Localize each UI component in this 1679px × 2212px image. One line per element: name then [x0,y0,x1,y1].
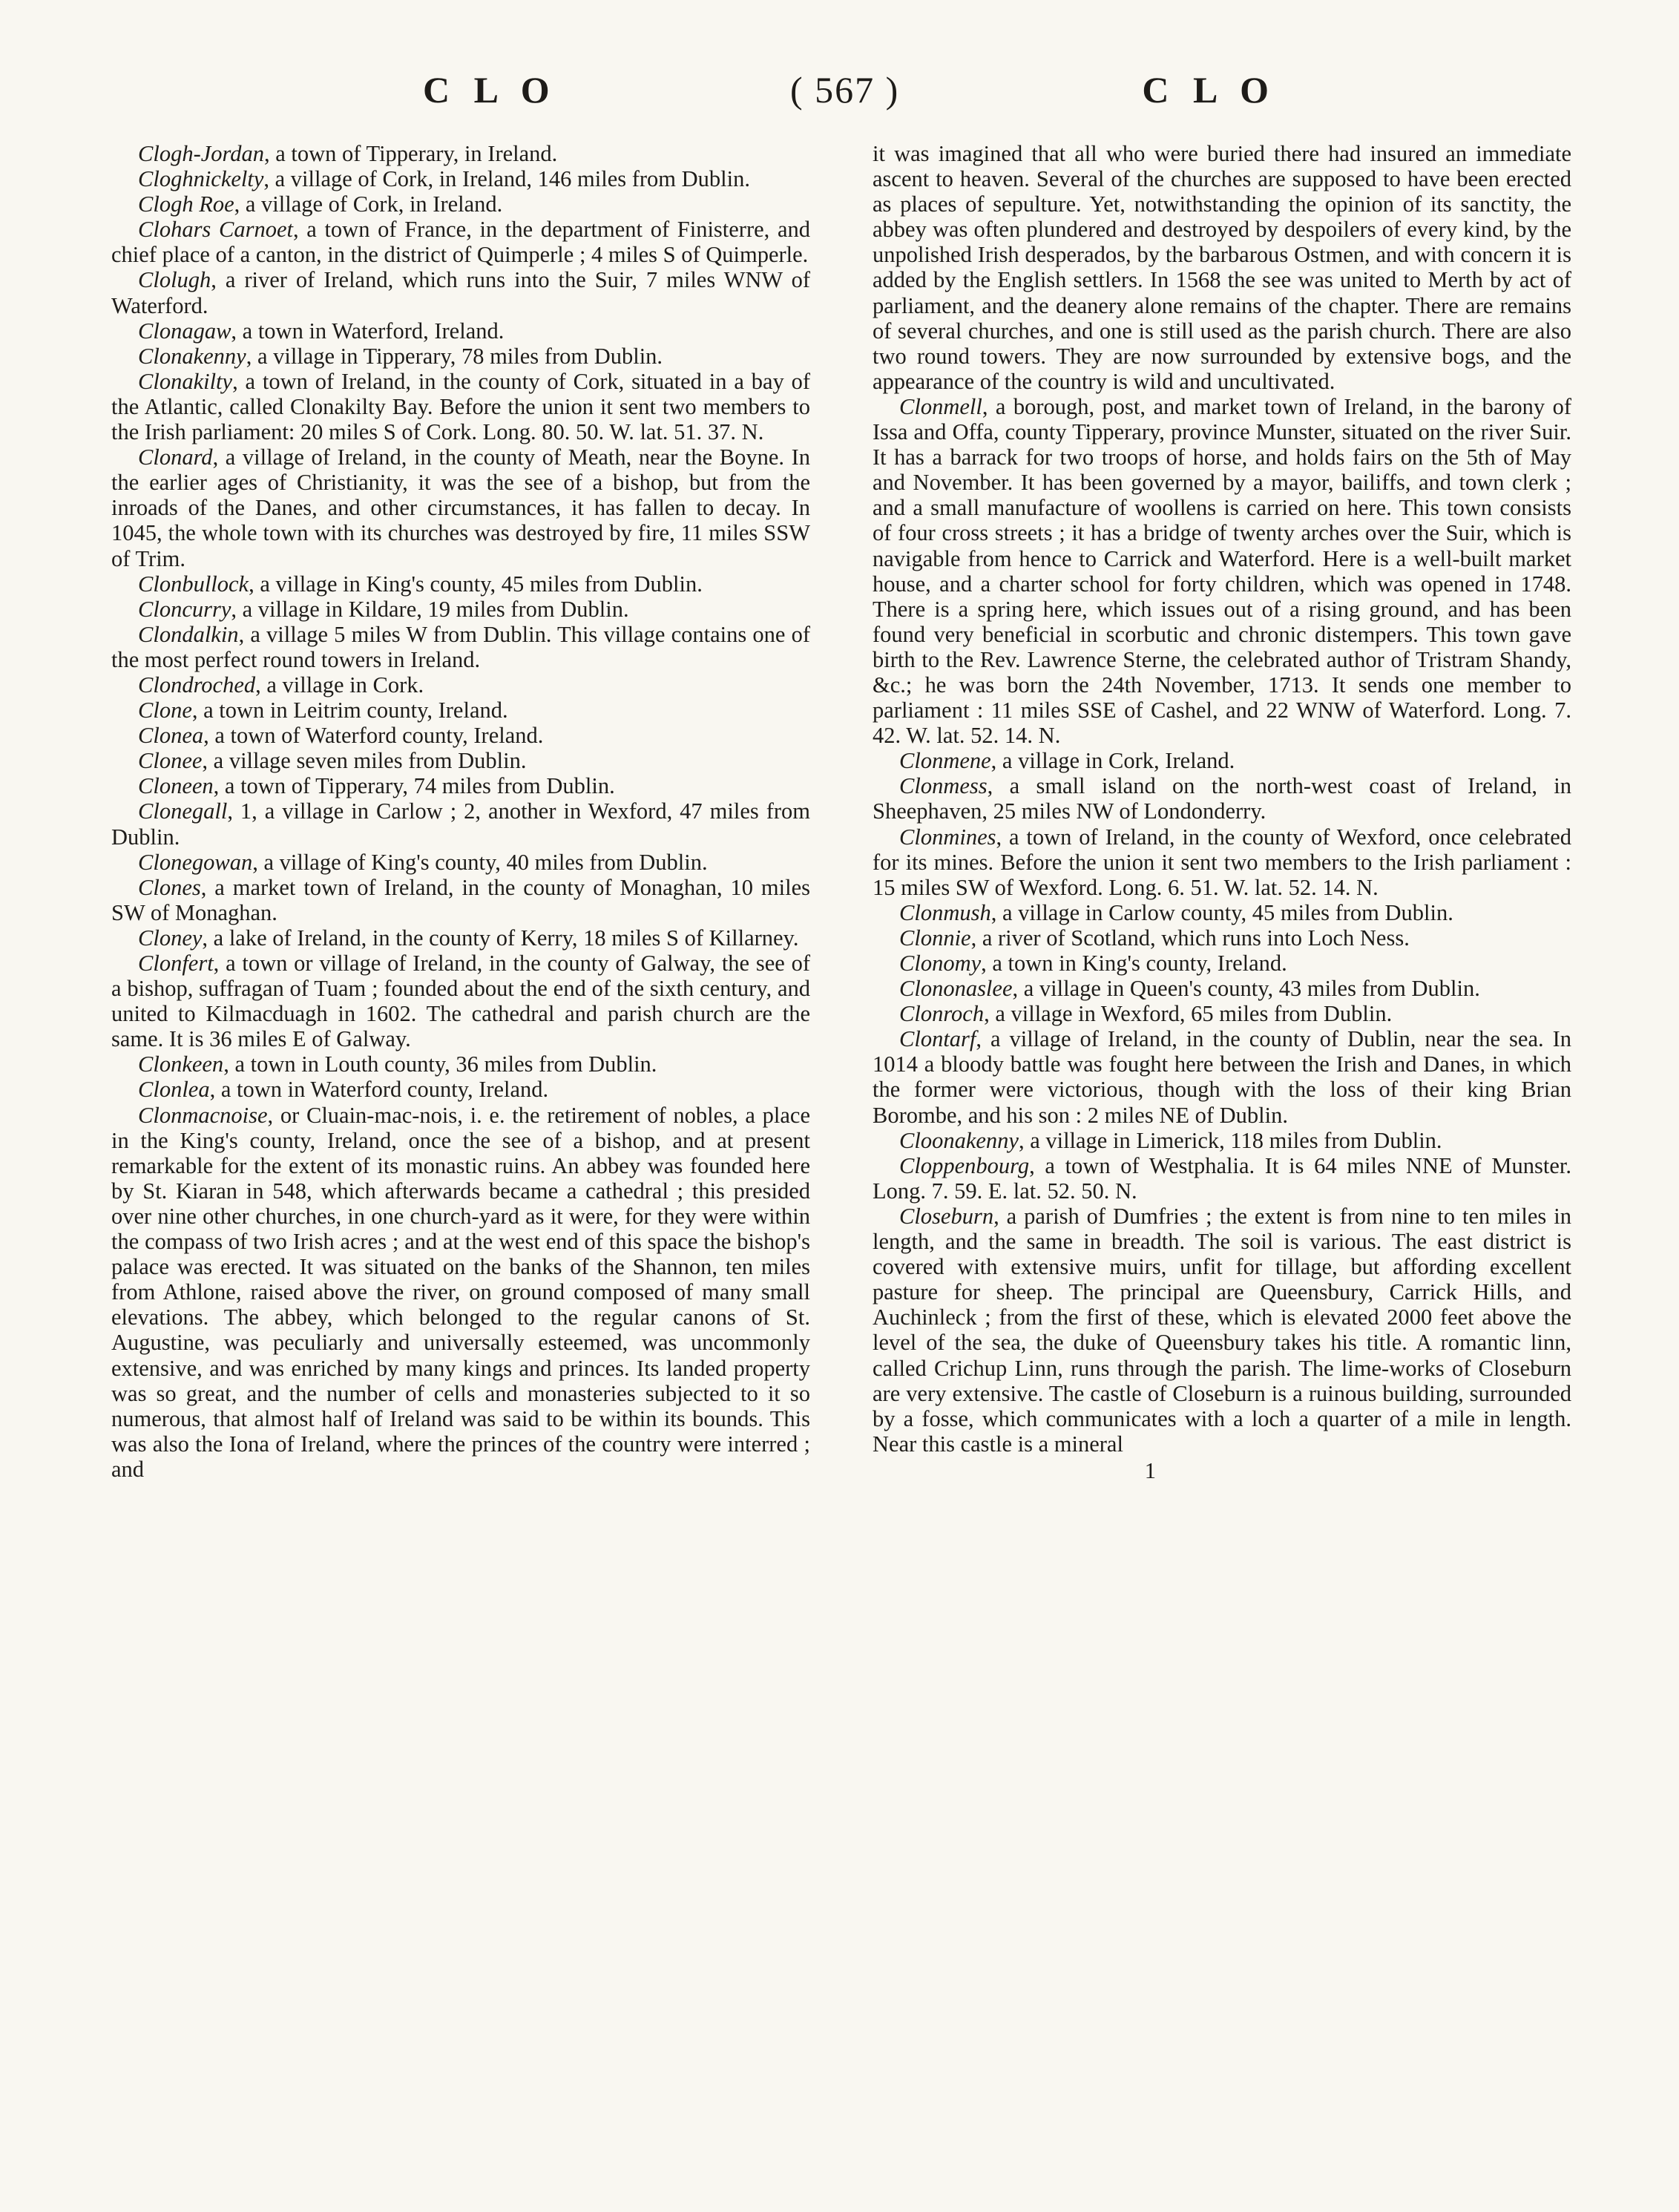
entry-headword: Clones [138,874,201,900]
entry-headword: Clonroch [899,1001,985,1027]
entry-headword: Clonmell [899,393,982,419]
entry-headword: Clogh Roe [138,191,234,217]
gazetteer-entry [111,571,810,597]
entry-headword: Clonegall [138,798,228,824]
signature-mark: 1 [1144,1457,1156,1483]
entry-headword: Clonomy [899,951,982,976]
running-head-left: C L O [423,69,557,111]
entry-headword: Cloncurry [138,596,231,622]
entry-text: , a parish of Dumfries ; the extent is from nine to ten miles in length, and the same in breadth. The soil is various. The east district is covered with extensive muirs, unfit for tillage, but affording excellent pasture for sheep. The principal are Queensbury, Carrick Hills, and Auchinleck ; from the first of these, which is elevated 2000 feet above the level of the sea, the duke of Queensbury takes his title. A romantic linn, called Crichup Linn, runs through the parish. The lime-works of Closeburn are very extensive. The castle of Closeburn is a ruinous building, surrounded by a fosse, which communicates with a loch a quarter of a mile in length. Near this castle is a mineral [873,1203,1571,1457]
entry-headword: Cloneen [138,773,214,799]
entry-text: , a town in Waterford county, Ireland. [209,1077,549,1103]
entry-headword: Closeburn [899,1203,994,1229]
page-number: ( 567 ) [790,69,900,111]
entry-headword: Clonagaw [138,318,231,344]
gazetteer-entry [873,1026,1571,1127]
entry-text: , a town of Tipperary, 74 miles from Dublin. [213,773,615,799]
gazetteer-entry [873,1153,1571,1204]
entry-text: , a village in Tipperary, 78 miles from Dublin. [246,343,663,369]
gazetteer-entry [111,1077,810,1102]
entry-headword: Clonmene [899,748,991,774]
entry-headword: Clonee [138,748,203,774]
entry-text: , a village of Cork, in Ireland. [234,191,503,217]
entry-text: , a village of Ireland, in the county of Meath, near the Boyne. In the earlier ages of Christianity, it was the see of a bishop, but from the inroads of the Danes, and other circumstances, it has fallen to decay. In 1045, the whole town with its churches was destroyed by fire, 11 miles SSW of Trim. [111,444,810,571]
gazetteer-entry [111,141,810,166]
entry-headword: Clonmacnoise [138,1102,268,1128]
entry-headword: Clonmess [899,773,988,799]
entry-headword: Clonkeen [138,1051,224,1077]
entry-text: , a town or village of Ireland, in the county of Galway, the see of a bishop, suffragan of Tuam ; founded about the end of the sixth century, and united to Kilmacduagh in 1602. The cathedral and parish church are the same. It is 36 miles E of Galway. [111,951,810,1052]
entry-text: , a town in Leitrim county, Ireland. [191,698,508,723]
entry-text: , a village in Wexford, 65 miles from Dublin. [984,1001,1393,1027]
entry-headword: Clohars Carnoet [138,217,293,243]
gazetteer-entry [111,344,810,369]
entry-text: , a town of Waterford county, Ireland. [203,723,544,749]
entry-text: , a town of Tipperary, in Ireland. [264,141,558,166]
gazetteer-entry [873,1001,1571,1026]
entry-headword: Clogh-Jordan [138,141,264,166]
entry-text: , a town in King's county, Ireland. [981,951,1287,976]
entry-text: , a village in Carlow county, 45 miles from Dublin. [990,899,1453,925]
entry-headword: Cloonakenny [899,1127,1019,1153]
entry-headword: Cloghnickelty [138,166,264,192]
entry-text: , a village in Cork. [255,672,424,698]
gazetteer-entry [873,976,1571,1001]
entry-text: , a borough, post, and market town of Ireland, in the barony of Issa and Offa, county Tipperary, province Munster, situated on the river Suir. It has a barrack for two troops of horse, and holds fairs on the 5th of May and November. It has been governed by a mayor, bailiffs, and town clerk ; and a small manufacture of woollens is carried on here. This town consists of four cross streets ; it has a bridge of twenty arches over the Suir, which is navigable from hence to Carrick and Waterford. Here is a well-built market house, and a charter school for forty children, which was opened in 1748. There is a spring here, which issues out of a rising ground, and has been found very beneficial in scorbutic and chronic distempers. This town gave birth to the Rev. Lawrence Sterne, the celebrated author of Tristram Shandy, &c.; he was born the 24th November, 1713. It sends one member to parliament : 11 miles SSE of Cashel, and 22 WNW of Waterford. Long. 7. 42. W. lat. 52. 14. N. [873,393,1571,749]
entry-text: , a lake of Ireland, in the county of Kerry, 18 miles S of Killarney. [202,925,799,951]
gazetteer-entry [873,951,1571,976]
gazetteer-entry [873,900,1571,925]
gazetteer-entry [111,166,810,191]
entry-headword: Clonard [138,444,213,470]
entry-headword: Clononaslee [899,976,1013,1002]
entry-headword: Clondalkin [138,621,239,647]
entry-text: , a town in Louth county, 36 miles from Dublin. [223,1051,657,1077]
entry-headword: Clonbullock [138,571,249,597]
entry-text: , a town of Ireland, in the county of Cork, situated in a bay of the Atlantic, called Clonakilty Bay. Before the union it sent two members to the Irish parliament: 20 miles S of Cork. Long. 80. 50. W. lat. 51. 37. N. [111,368,810,445]
gazetteer-entry [111,318,810,344]
gazetteer-entry [873,824,1571,900]
entry-text: , a village in Limerick, 118 miles from Dublin. [1018,1127,1442,1153]
entry-text: , a small island on the north-west coast of Ireland, in Sheephaven, 25 miles NW of Londonderry. [873,773,1571,824]
right-column [873,141,1571,1483]
gazetteer-entry [111,1103,810,1482]
entry-text: , a town in Waterford, Ireland. [231,318,505,344]
entry-text: , a village of Cork, in Ireland, 146 miles from Dublin. [263,166,751,192]
gazetteer-entry [873,394,1571,748]
entry-headword: Cloppenbourg [899,1152,1030,1178]
entry-text: , a village in Kildare, 19 miles from Dublin. [231,596,629,622]
entry-text: , a town of France, in the department of Finisterre, and chief place of a canton, in the district of Quimperle ; 4 miles S of Quimperle. [111,217,810,268]
gazetteer-entry [111,444,810,571]
entry-headword: Clonnie [899,925,971,951]
gazetteer-entry [111,773,810,798]
entry-text: , a village 5 miles W from Dublin. This village contains one of the most perfect round towers in Ireland. [111,621,810,672]
gazetteer-entry [111,672,810,698]
entry-text: , a market town of Ireland, in the county of Monaghan, 10 miles SW of Monaghan. [111,874,810,925]
entry-text: , a river of Ireland, which runs into the Suir, 7 miles WNW of Waterford. [111,267,810,318]
entry-headword: Clolugh [138,267,211,293]
continued-paragraph: it was imagined that all who were buried there had insured an immediate ascent to heaven. Several of the churches are supposed to have been erected as places of sepulture. Yet, notwithstanding the opinion of its sanctity, the abbey was often plundered and destroyed by despoilers of every kind, by the unpolished Irish desperados, by the barbarous Ostmen, and with concern it is added by the English settlers. In 1568 the see was united to Merth by act of parliament, and the deanery alone remains of the chapter. There are remains of several churches, and one is still used as the parish church. There are also two round towers. They are now surrounded by extensive bogs, and the appearance of the country is wild and uncultivated. [873,141,1571,394]
gazetteer-entry [111,698,810,723]
entry-headword: Clontarf [899,1026,976,1052]
entry-headword: Clone [138,698,192,723]
entry-text: , a village in King's county, 45 miles from Dublin. [249,571,703,597]
gazetteer-entry [111,191,810,217]
gazetteer-entry [111,369,810,444]
entry-text: , a village in Queen's county, 43 miles from Dublin. [1012,976,1480,1002]
entry-text: , a village in Cork, Ireland. [990,748,1235,774]
entry-headword: Clonakilty [138,368,233,394]
entry-text: , a town of Ireland, in the county of Wexford, once celebrated for its mines. Before the union it sent two members to the Irish parliament : 15 miles SW of Wexford. Long. 6. 51. W. lat. 52. 14. N. [873,824,1571,900]
entry-text: , or Cluain-mac-nois, i. e. the retirement of nobles, a place in the King's county, Ireland, once the see of a bishop, and at present remarkable for the extent of its monastic ruins. An abbey was founded here by St. Kiaran in 548, which afterwards became a cathedral ; this presided over nine other churches, in one church-yard as it were, for they were within the compass of two Irish acres ; and at the west end of this space the bishop's palace was erected. It was situated on the banks of the Shannon, ten miles from Athlone, raised above the river, on ground composed of many small elevations. The abbey, which belonged to the regular canons of St. Augustine, was peculiarly and universally esteemed, was uncommonly extensive, and was enriched by many kings and princes. Its landed property was so great, and the number of cells and monasteries subjected to it so numerous, that almost half of Ireland was said to be within its bounds. This was also the Iona of Ireland, where the princes of the country were interred ; and [111,1102,810,1482]
gazetteer-entry [111,622,810,672]
gazetteer-entry [873,773,1571,824]
gazetteer-entry [111,925,810,951]
entry-headword: Clonea [138,723,204,749]
left-column [111,141,810,1482]
gazetteer-entry [873,1204,1571,1457]
gazetteer-entry [111,1051,810,1077]
entry-text: , a village of Ireland, in the county of Dublin, near the sea. In 1014 a bloody battle was fought here between the Irish and Danes, in which the former were victorious, though with the loss of their king Brian Borombe, and his son : 2 miles NE of Dublin. [873,1026,1571,1128]
entry-text: , a town of Westphalia. It is 64 miles NNE of Munster. Long. 7. 59. E. lat. 52. 50. N. [873,1152,1571,1204]
gazetteer-entry [111,748,810,773]
gazetteer-entry [111,217,810,267]
gazetteer-entry [111,875,810,925]
entry-text: , a river of Scotland, which runs into Loch Ness. [970,925,1410,951]
running-head [111,68,1588,128]
gazetteer-entry [873,1128,1571,1153]
entry-headword: Clonlea [138,1077,210,1103]
running-head-right: C L O [1142,69,1276,111]
gazetteer-entry [111,798,810,849]
entry-headword: Cloney [138,925,203,951]
entry-headword: Clondroched [138,672,256,698]
gazetteer-entry [111,723,810,748]
gazetteer-entry [111,850,810,875]
gazetteer-entry [111,267,810,318]
gazetteer-entry [873,925,1571,951]
gazetteer-entry [111,951,810,1051]
entry-headword: Clonmush [899,899,991,925]
entry-headword: Clonfert [138,951,214,976]
text-columns [111,141,1588,2159]
gazetteer-entry [873,748,1571,773]
entry-headword: Clonakenny [138,343,246,369]
entry-headword: Clonegowan [138,849,253,875]
entry-headword: Clonmines [899,824,996,850]
gazetteer-entry [111,597,810,622]
entry-text: , a village seven miles from Dublin. [202,748,527,774]
entry-text: , a village of King's county, 40 miles from Dublin. [252,849,708,875]
entry-text: , 1, a village in Carlow ; 2, another in Wexford, 47 miles from Dublin. [111,798,810,850]
